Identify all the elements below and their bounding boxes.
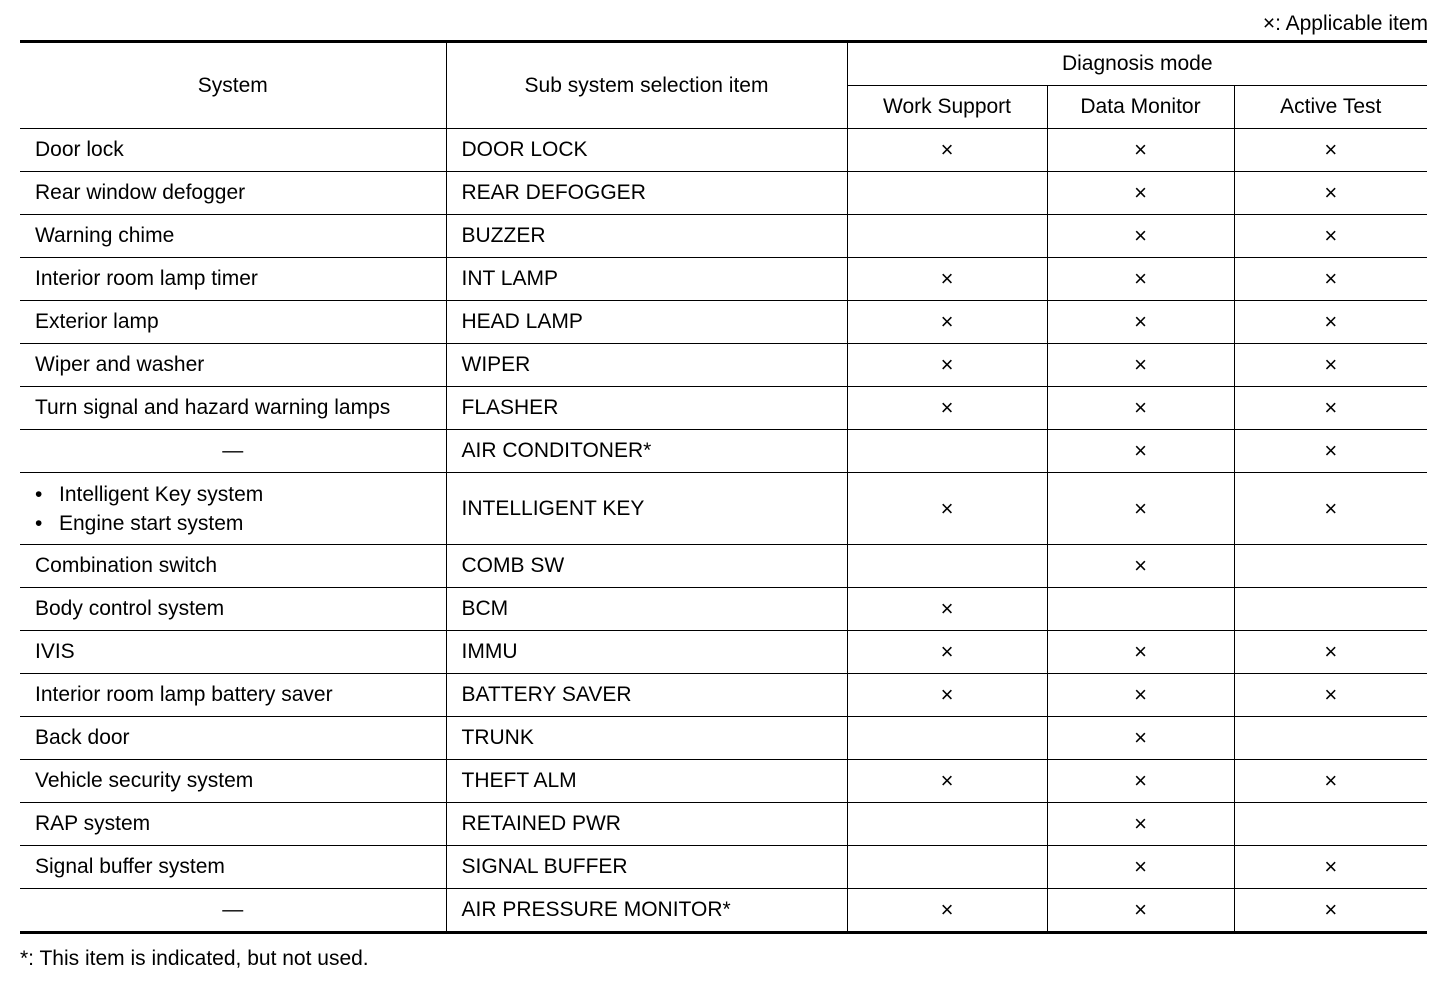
table-row	[20, 717, 1427, 760]
system-cell: Back door	[20, 717, 446, 760]
bullet-symbol: •	[35, 511, 43, 535]
system-cell: —	[20, 889, 446, 933]
sub-system-cell: BATTERY SAVER	[446, 674, 847, 717]
work-support-mark: ×	[847, 473, 1047, 545]
data-monitor-mark: ×	[1047, 717, 1234, 760]
active-test-mark: ×	[1234, 387, 1427, 430]
work-support-mark: ×	[847, 387, 1047, 430]
active-test-mark: ×	[1234, 889, 1427, 933]
table-row	[20, 674, 1427, 717]
table-row	[20, 301, 1427, 344]
active-test-mark	[1234, 717, 1427, 760]
system-cell: Exterior lamp	[20, 301, 446, 344]
work-support-mark	[847, 803, 1047, 846]
header-sub-system: Sub system selection item	[446, 42, 847, 129]
system-cell: Interior room lamp battery saver	[20, 674, 446, 717]
sub-system-cell: BCM	[446, 588, 847, 631]
work-support-mark: ×	[847, 674, 1047, 717]
data-monitor-mark: ×	[1047, 631, 1234, 674]
active-test-mark: ×	[1234, 344, 1427, 387]
work-support-mark: ×	[847, 631, 1047, 674]
header-work-support: Work Support	[847, 86, 1047, 129]
system-cell: Rear window defogger	[20, 172, 446, 215]
system-cell: —	[20, 430, 446, 473]
table-row	[20, 258, 1427, 301]
system-cell: Interior room lamp timer	[20, 258, 446, 301]
table-row	[20, 344, 1427, 387]
active-test-mark	[1234, 545, 1427, 588]
data-monitor-mark: ×	[1047, 430, 1234, 473]
table-row	[20, 803, 1427, 846]
sub-system-cell: FLASHER	[446, 387, 847, 430]
system-cell: RAP system	[20, 803, 446, 846]
work-support-mark: ×	[847, 129, 1047, 172]
work-support-mark: ×	[847, 760, 1047, 803]
work-support-mark	[847, 430, 1047, 473]
bullet-symbol: •	[35, 482, 43, 506]
header-active-test: Active Test	[1234, 86, 1427, 129]
data-monitor-mark: ×	[1047, 473, 1234, 545]
system-bullet-item	[35, 480, 446, 509]
header-diagnosis-mode: Diagnosis mode	[847, 42, 1427, 86]
system-cell: Wiper and washer	[20, 344, 446, 387]
work-support-mark: ×	[847, 301, 1047, 344]
footnote: *: This item is indicated, but not used.	[20, 947, 369, 970]
data-monitor-mark: ×	[1047, 215, 1234, 258]
active-test-mark: ×	[1234, 215, 1427, 258]
system-cell: Door lock	[20, 129, 446, 172]
table-row	[20, 889, 1427, 933]
active-test-mark: ×	[1234, 760, 1427, 803]
active-test-mark: ×	[1234, 631, 1427, 674]
header-data-monitor: Data Monitor	[1047, 86, 1234, 129]
table-row	[20, 430, 1427, 473]
active-test-mark	[1234, 803, 1427, 846]
sub-system-cell: THEFT ALM	[446, 760, 847, 803]
active-test-mark: ×	[1234, 172, 1427, 215]
table-row	[20, 172, 1427, 215]
system-cell: Combination switch	[20, 545, 446, 588]
system-cell: IVIS	[20, 631, 446, 674]
active-test-mark: ×	[1234, 129, 1427, 172]
data-monitor-mark: ×	[1047, 803, 1234, 846]
work-support-mark	[847, 545, 1047, 588]
active-test-mark: ×	[1234, 301, 1427, 344]
table-row	[20, 215, 1427, 258]
sub-system-cell: COMB SW	[446, 545, 847, 588]
system-cell: Body control system	[20, 588, 446, 631]
system-cell	[20, 473, 446, 545]
system-cell: Vehicle security system	[20, 760, 446, 803]
work-support-mark	[847, 717, 1047, 760]
active-test-mark: ×	[1234, 674, 1427, 717]
sub-system-cell: INT LAMP	[446, 258, 847, 301]
table-row	[20, 545, 1427, 588]
work-support-mark	[847, 846, 1047, 889]
data-monitor-mark: ×	[1047, 129, 1234, 172]
system-cell: Turn signal and hazard warning lamps	[20, 387, 446, 430]
system-bullet-list	[35, 480, 446, 538]
work-support-mark: ×	[847, 258, 1047, 301]
table-row	[20, 473, 1427, 545]
active-test-mark	[1234, 588, 1427, 631]
diagnosis-mode-table	[20, 40, 1427, 934]
sub-system-cell: HEAD LAMP	[446, 301, 847, 344]
active-test-mark: ×	[1234, 473, 1427, 545]
system-bullet-text: Engine start system	[59, 511, 244, 535]
system-bullet-text: Intelligent Key system	[59, 482, 264, 506]
system-cell: Signal buffer system	[20, 846, 446, 889]
table-row	[20, 846, 1427, 889]
active-test-mark: ×	[1234, 258, 1427, 301]
sub-system-cell: RETAINED PWR	[446, 803, 847, 846]
data-monitor-mark: ×	[1047, 545, 1234, 588]
sub-system-cell: INTELLIGENT KEY	[446, 473, 847, 545]
work-support-mark	[847, 172, 1047, 215]
table-row	[20, 760, 1427, 803]
data-monitor-mark: ×	[1047, 889, 1234, 933]
system-bullet-item	[35, 509, 446, 538]
data-monitor-mark	[1047, 588, 1234, 631]
sub-system-cell: REAR DEFOGGER	[446, 172, 847, 215]
sub-system-cell: TRUNK	[446, 717, 847, 760]
sub-system-cell: WIPER	[446, 344, 847, 387]
header-system: System	[20, 42, 446, 129]
active-test-mark: ×	[1234, 430, 1427, 473]
sub-system-cell: SIGNAL BUFFER	[446, 846, 847, 889]
data-monitor-mark: ×	[1047, 258, 1234, 301]
sub-system-cell: AIR PRESSURE MONITOR*	[446, 889, 847, 933]
data-monitor-mark: ×	[1047, 387, 1234, 430]
work-support-mark: ×	[847, 889, 1047, 933]
data-monitor-mark: ×	[1047, 760, 1234, 803]
sub-system-cell: IMMU	[446, 631, 847, 674]
work-support-mark: ×	[847, 588, 1047, 631]
data-monitor-mark: ×	[1047, 674, 1234, 717]
work-support-mark: ×	[847, 344, 1047, 387]
work-support-mark	[847, 215, 1047, 258]
table-row	[20, 129, 1427, 172]
sub-system-cell: AIR CONDITONER*	[446, 430, 847, 473]
data-monitor-mark: ×	[1047, 344, 1234, 387]
sub-system-cell: DOOR LOCK	[446, 129, 847, 172]
table-row	[20, 631, 1427, 674]
data-monitor-mark: ×	[1047, 301, 1234, 344]
table-row	[20, 387, 1427, 430]
active-test-mark: ×	[1234, 846, 1427, 889]
data-monitor-mark: ×	[1047, 172, 1234, 215]
table-row	[20, 588, 1427, 631]
legend-applicable-item: ×: Applicable item	[1262, 12, 1428, 35]
system-cell: Warning chime	[20, 215, 446, 258]
sub-system-cell: BUZZER	[446, 215, 847, 258]
data-monitor-mark: ×	[1047, 846, 1234, 889]
